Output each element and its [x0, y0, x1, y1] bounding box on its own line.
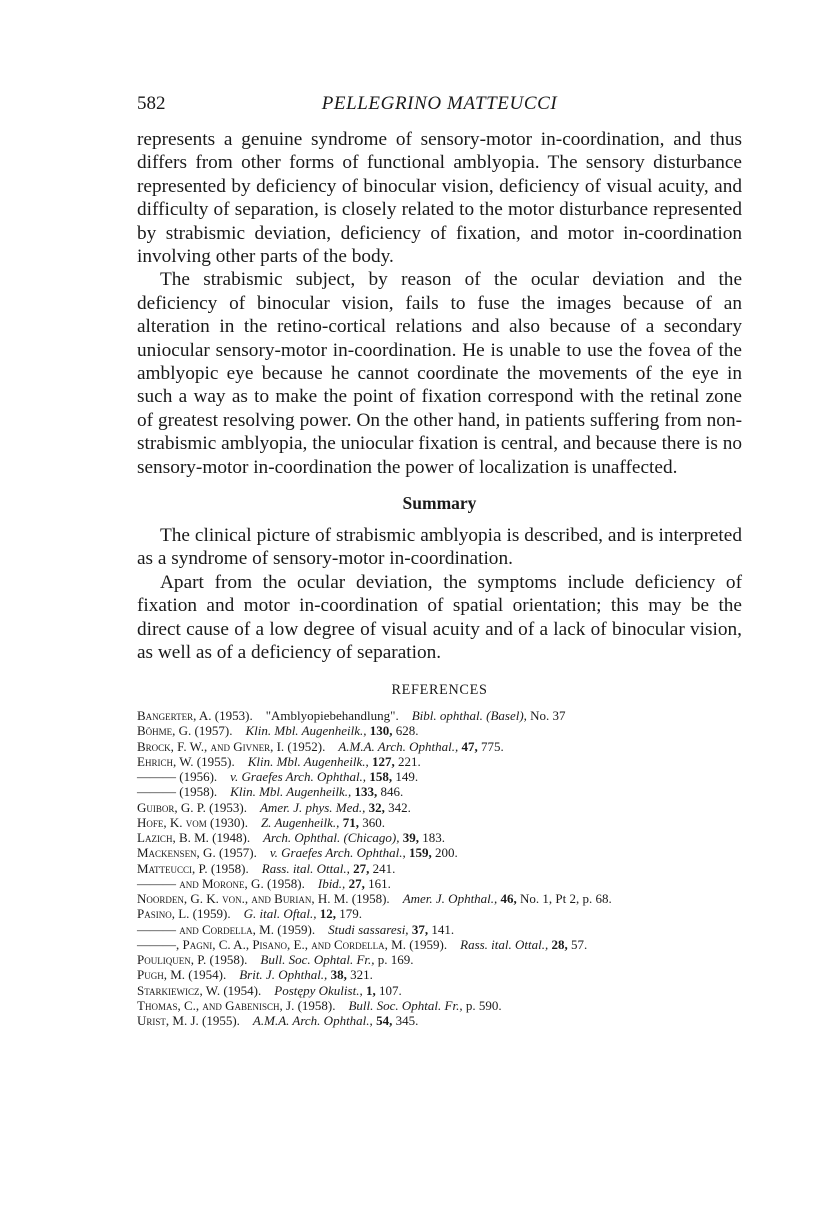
reference-journal: Klin. Mbl. Augenheilk.,	[247, 753, 369, 769]
reference-item	[137, 1013, 757, 1028]
reference-pages: p. 590.	[465, 997, 502, 1013]
reference-item	[137, 861, 757, 876]
reference-journal: Arch. Ophthal. (Chicago),	[263, 830, 400, 845]
reference-journal: v. Graefes Arch. Ophthal.,	[269, 845, 406, 861]
reference-journal: Klin. Mbl. Augenheilk.,	[245, 723, 367, 739]
reference-item	[137, 815, 757, 830]
reference-pages: No. 37	[530, 708, 566, 723]
summary-section	[137, 524, 742, 664]
reference-pages: 57.	[571, 936, 588, 952]
body-text	[137, 128, 742, 479]
reference-volume: 12,	[319, 906, 337, 922]
reference-item	[137, 983, 757, 998]
reference-pages: 183.	[422, 830, 445, 845]
reference-journal: Rass. ital. Ottal.,	[460, 936, 549, 952]
reference-pages: 360.	[362, 814, 385, 830]
reference-author: Böhme, G. (1957).	[137, 723, 233, 739]
reference-item	[137, 769, 757, 784]
reference-journal: Bull. Soc. Ophtal. Fr.,	[348, 997, 463, 1013]
reference-volume: 159,	[409, 845, 432, 861]
summary-heading: Summary	[402, 493, 477, 513]
reference-volume: 54,	[376, 1013, 393, 1028]
reference-volume: 32,	[368, 799, 385, 815]
reference-volume: 127,	[372, 753, 395, 769]
reference-volume: 46,	[500, 891, 517, 906]
reference-journal: v. Graefes Arch. Ophthal.,	[230, 769, 367, 784]
reference-volume: 37,	[411, 921, 429, 937]
body-paragraph: The strabismic subject, by reason of the ocular deviation and the deficiency of binocular vision, fails to fuse the images because of an alteration in the retino-cortical relations and also because of a secondary uniocular sensory-motor in-coordination. He is unable to use the fovea of the amblyopic eye because he cannot coordinate the movements of the eye in such a way as to make the point of fixation correspond with the retinal zone of greatest resolving power. On the other hand, in patients suffering from non-strabismic amblyopia, the uniocular fixation is central, and because there is no sensory-motor in-coordination the power of localization is unaffected.	[137, 269, 742, 478]
reference-author: Brock, F. W., and Givner, I. (1952).	[137, 738, 326, 754]
reference-item	[137, 952, 757, 967]
reference-pages: No. 1, Pt 2, p. 68.	[520, 891, 612, 906]
reference-author: Pugh, M. (1954).	[137, 967, 227, 983]
reference-journal: Amer. J. Ophthal.,	[402, 891, 498, 906]
reference-volume: 71,	[342, 814, 359, 830]
reference-pages: 179.	[339, 906, 363, 922]
reference-item	[137, 937, 757, 952]
reference-pages: 628.	[395, 723, 419, 739]
reference-volume: 27,	[353, 860, 370, 876]
reference-item	[137, 739, 757, 754]
reference-volume: 38,	[330, 967, 347, 983]
reference-pages: 345.	[395, 1013, 419, 1028]
reference-pages: 775.	[480, 738, 504, 754]
reference-volume: 158,	[369, 769, 393, 784]
reference-item	[137, 723, 757, 738]
reference-journal: Rass. ital. Ottal.,	[261, 860, 350, 876]
running-head: PELLEGRINO MATTEUCCI	[321, 93, 558, 114]
reference-item	[137, 800, 757, 815]
reference-volume: 27,	[348, 875, 365, 891]
reference-journal: Ibid.,	[317, 875, 346, 891]
reference-pages: 221.	[398, 753, 421, 769]
reference-pages: 141.	[431, 921, 455, 937]
reference-journal: Brit. J. Ophthal.,	[239, 967, 328, 983]
reference-journal: A.M.A. Arch. Ophthal.,	[252, 1013, 373, 1028]
reference-pages: 846.	[380, 784, 404, 800]
reference-pages: p. 169.	[377, 952, 414, 967]
reference-author: Noorden, G. K. von., and Burian, H. M. (1958).	[137, 891, 390, 906]
page-header	[137, 93, 742, 117]
reference-author: Bangerter, A. (1953).	[137, 708, 253, 723]
reference-author: Mackensen, G. (1957).	[137, 845, 257, 861]
reference-pages: 321.	[350, 967, 373, 983]
reference-pages: 200.	[435, 845, 458, 861]
reference-item	[137, 845, 757, 860]
reference-volume: 28,	[551, 936, 568, 952]
reference-author: Pouliquen, P. (1958).	[137, 952, 248, 967]
reference-author: Lazich, B. M. (1948).	[137, 830, 251, 845]
reference-journal: Klin. Mbl. Augenheilk.,	[230, 784, 352, 800]
page-number: 582	[137, 93, 166, 114]
body-paragraph: represents a genuine syndrome of sensory-motor in-coordination, and thus differs from other forms of functional amblyopia. The sensory disturbance represented by deficiency of binocular vision, deficiency of visual acuity, and difficulty of separation, is closely related to the motor disturbance represented by strabismic deviation, deficiency of fixation, and motor in-coordination involving other parts of the body.	[137, 129, 742, 268]
reference-author: Pasino, L. (1959).	[137, 906, 231, 922]
reference-author: ———, Pagni, C. A., Pisano, E., and Cordella, M. (1959).	[137, 936, 448, 952]
reference-journal: Bull. Soc. Ophtal. Fr.,	[260, 952, 375, 967]
references-heading: REFERENCES	[391, 682, 488, 698]
reference-pages: 107.	[378, 982, 402, 998]
summary-paragraph: Apart from the ocular deviation, the symptoms include deficiency of fixation and motor in-coordination of spatial orientation; this may be the direct cause of a low degree of visual acuity and of a lack of binocular vision, as well as of a deficiency of separation.	[137, 571, 742, 664]
reference-pages: 241.	[372, 860, 396, 876]
reference-volume: 39,	[402, 830, 419, 845]
reference-item	[137, 967, 757, 982]
reference-item	[137, 784, 757, 799]
reference-volume: 1,	[365, 982, 376, 998]
reference-author: Urist, M. J. (1955).	[137, 1013, 240, 1028]
reference-item	[137, 922, 757, 937]
reference-journal: Postępy Okulist.,	[274, 982, 363, 998]
reference-author: ——— (1958).	[137, 784, 218, 800]
reference-title: "Amblyopiebehandlung".	[265, 708, 399, 723]
reference-volume: 133,	[354, 784, 378, 800]
reference-list	[137, 708, 757, 1028]
reference-item	[137, 754, 757, 769]
reference-item	[137, 876, 757, 891]
reference-pages: 342.	[388, 799, 411, 815]
reference-author: Guibor, G. P. (1953).	[137, 799, 247, 815]
reference-journal: Z. Augenheilk.,	[260, 814, 340, 830]
reference-journal: Amer. J. phys. Med.,	[259, 799, 366, 815]
reference-journal: Bibl. ophthal. (Basel),	[411, 708, 527, 723]
reference-volume: 130,	[369, 723, 393, 739]
reference-item	[137, 891, 757, 906]
reference-pages: 149.	[395, 769, 419, 784]
reference-journal: Studi sassaresi,	[328, 921, 409, 937]
reference-item	[137, 998, 757, 1013]
reference-journal: A.M.A. Arch. Ophthal.,	[338, 738, 459, 754]
reference-author: ——— (1956).	[137, 769, 218, 784]
reference-author: Starkiewicz, W. (1954).	[137, 982, 262, 998]
reference-item	[137, 708, 757, 723]
reference-volume: 47,	[461, 738, 478, 754]
reference-item	[137, 830, 757, 845]
reference-author: ——— and Morone, G. (1958).	[137, 875, 305, 891]
reference-journal: G. ital. Oftal.,	[243, 906, 317, 922]
reference-author: Hofe, K. vom (1930).	[137, 814, 248, 830]
reference-pages: 161.	[368, 875, 391, 891]
reference-author: Ehrich, W. (1955).	[137, 753, 235, 769]
reference-item	[137, 906, 757, 921]
reference-author: Thomas, C., and Gabenisch, J. (1958).	[137, 997, 336, 1013]
reference-author: ——— and Cordella, M. (1959).	[137, 921, 316, 937]
reference-author: Matteucci, P. (1958).	[137, 860, 249, 876]
summary-paragraph: The clinical picture of strabismic amblyopia is described, and is interpreted as a syndrome of sensory-motor in-coordination.	[137, 525, 742, 570]
